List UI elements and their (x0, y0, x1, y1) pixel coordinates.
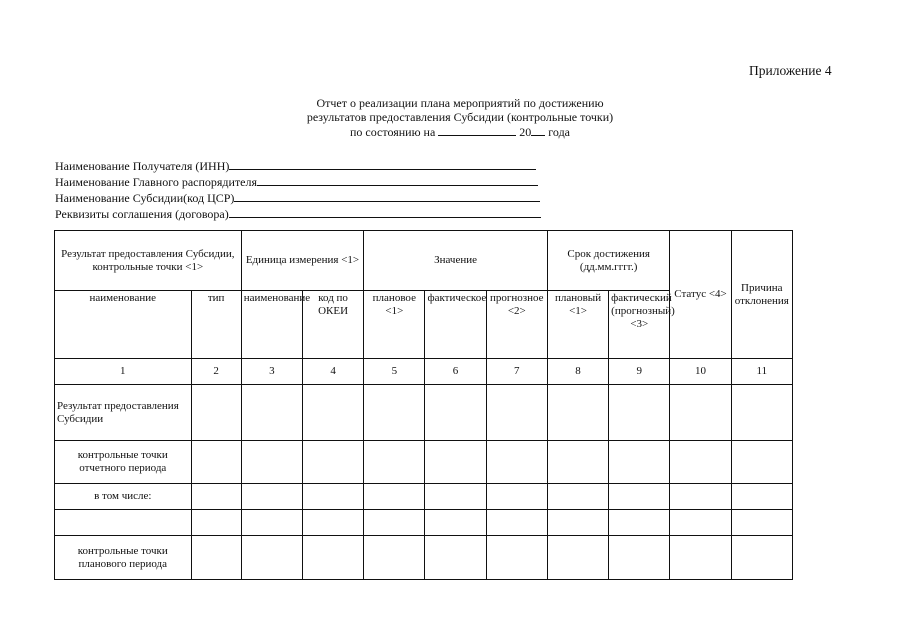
table-cell[interactable] (609, 484, 670, 510)
table-cell[interactable] (302, 510, 363, 536)
title-line-2: результатов предоставления Субсидии (контрольные точки) (306, 110, 614, 124)
col-name: наименование (55, 291, 192, 359)
col-okei: код по ОКЕИ (302, 291, 363, 359)
col-number: 1 (55, 359, 192, 385)
report-title (260, 96, 660, 139)
col-deadline-planned: плановый <1> (547, 291, 608, 359)
col-group-unit: Единица измерения <1> (241, 231, 363, 291)
table-cell[interactable] (364, 536, 425, 580)
table-cell[interactable] (670, 441, 731, 484)
col-number: 6 (425, 359, 486, 385)
year-prefix: 20 (519, 125, 532, 139)
table-cell[interactable] (547, 484, 608, 510)
table-cell[interactable] (486, 385, 547, 441)
col-number: 9 (609, 359, 670, 385)
col-number: 8 (547, 359, 608, 385)
table-cell[interactable] (609, 510, 670, 536)
table-cell[interactable] (609, 536, 670, 580)
table-row (55, 441, 793, 484)
as-of-label: по состоянию на (349, 125, 436, 139)
col-unit-name: наименование (241, 291, 302, 359)
col-forecast: прогнозное <2> (486, 291, 547, 359)
subsidy-blank[interactable] (234, 190, 540, 202)
year-label: года (548, 125, 571, 139)
table-cell[interactable] (425, 484, 486, 510)
table-cell[interactable] (670, 510, 731, 536)
table-cell[interactable] (486, 510, 547, 536)
col-number: 10 (670, 359, 731, 385)
table-cell[interactable] (191, 536, 241, 580)
table-cell[interactable] (241, 536, 302, 580)
col-group-result: Результат предоставления Субсидии, контрольные точки <1> (55, 231, 242, 291)
table-row (55, 510, 793, 536)
table-cell[interactable] (241, 441, 302, 484)
table-cell[interactable] (486, 484, 547, 510)
table-cell[interactable] (364, 484, 425, 510)
table-cell[interactable] (191, 441, 241, 484)
col-planned: плановое <1> (364, 291, 425, 359)
column-number-row (55, 359, 793, 385)
table-cell[interactable] (364, 510, 425, 536)
field-distributor: Наименование Главного распорядителя (55, 174, 541, 190)
field-recipient: Наименование Получателя (ИНН) (55, 158, 541, 174)
col-actual: фактическое (425, 291, 486, 359)
row-label: в том числе: (55, 484, 192, 510)
table-cell[interactable] (547, 385, 608, 441)
table-cell[interactable] (241, 385, 302, 441)
table-cell[interactable] (241, 510, 302, 536)
table-cell[interactable] (731, 441, 792, 484)
table-cell[interactable] (302, 484, 363, 510)
table-cell[interactable] (670, 385, 731, 441)
field-agreement: Реквизиты соглашения (договора) (55, 206, 541, 222)
agreement-blank[interactable] (229, 206, 541, 218)
year-blank[interactable] (531, 124, 545, 136)
table-cell[interactable] (547, 536, 608, 580)
table-cell[interactable] (191, 484, 241, 510)
recipient-blank[interactable] (229, 158, 536, 170)
requisite-fields (55, 158, 541, 222)
col-type: тип (191, 291, 241, 359)
table-cell[interactable] (191, 385, 241, 441)
table-cell[interactable] (425, 510, 486, 536)
table-cell[interactable] (670, 536, 731, 580)
row-label (55, 510, 192, 536)
table-row (55, 385, 793, 441)
row-label: контрольные точки планового периода (55, 536, 192, 580)
table-cell[interactable] (731, 484, 792, 510)
date-blank[interactable] (438, 124, 516, 136)
table-cell[interactable] (425, 441, 486, 484)
col-number: 11 (731, 359, 792, 385)
appendix-label: Приложение 4 (749, 63, 832, 78)
table-cell[interactable] (425, 536, 486, 580)
table-cell[interactable] (547, 510, 608, 536)
table-cell[interactable] (670, 484, 731, 510)
table-row (55, 536, 793, 580)
table-cell[interactable] (364, 441, 425, 484)
col-number: 5 (364, 359, 425, 385)
table-cell[interactable] (609, 441, 670, 484)
col-reason: Причина отклонения (731, 231, 792, 359)
table-cell[interactable] (302, 385, 363, 441)
col-status: Статус <4> (670, 231, 731, 359)
table-row (55, 484, 793, 510)
table-cell[interactable] (364, 385, 425, 441)
col-group-value: Значение (364, 231, 548, 291)
col-group-deadline: Срок достижения (дд.мм.гггг.) (547, 231, 669, 291)
col-number: 2 (191, 359, 241, 385)
table-cell[interactable] (486, 441, 547, 484)
table-cell[interactable] (547, 441, 608, 484)
table-cell[interactable] (302, 536, 363, 580)
title-line-1: Отчет о реализации плана мероприятий по достижению (316, 96, 604, 110)
col-number: 3 (241, 359, 302, 385)
col-number: 7 (486, 359, 547, 385)
header-row-groups (55, 231, 793, 291)
table-cell[interactable] (191, 510, 241, 536)
col-deadline-actual: фактический (прогнозный) <3> (609, 291, 670, 359)
table-cell[interactable] (609, 385, 670, 441)
table-cell[interactable] (241, 484, 302, 510)
table-cell[interactable] (731, 536, 792, 580)
table-cell[interactable] (731, 510, 792, 536)
distributor-blank[interactable] (257, 174, 538, 186)
row-label: контрольные точки отчетного периода (55, 441, 192, 484)
table-cell[interactable] (302, 441, 363, 484)
report-table (54, 230, 793, 580)
table-cell[interactable] (731, 385, 792, 441)
title-line-3 (260, 124, 660, 139)
field-subsidy: Наименование Субсидии(код ЦСР) (55, 190, 541, 206)
col-number: 4 (302, 359, 363, 385)
table-cell[interactable] (486, 536, 547, 580)
table-cell[interactable] (425, 385, 486, 441)
row-label: Результат предоставления Субсидии (55, 385, 192, 441)
